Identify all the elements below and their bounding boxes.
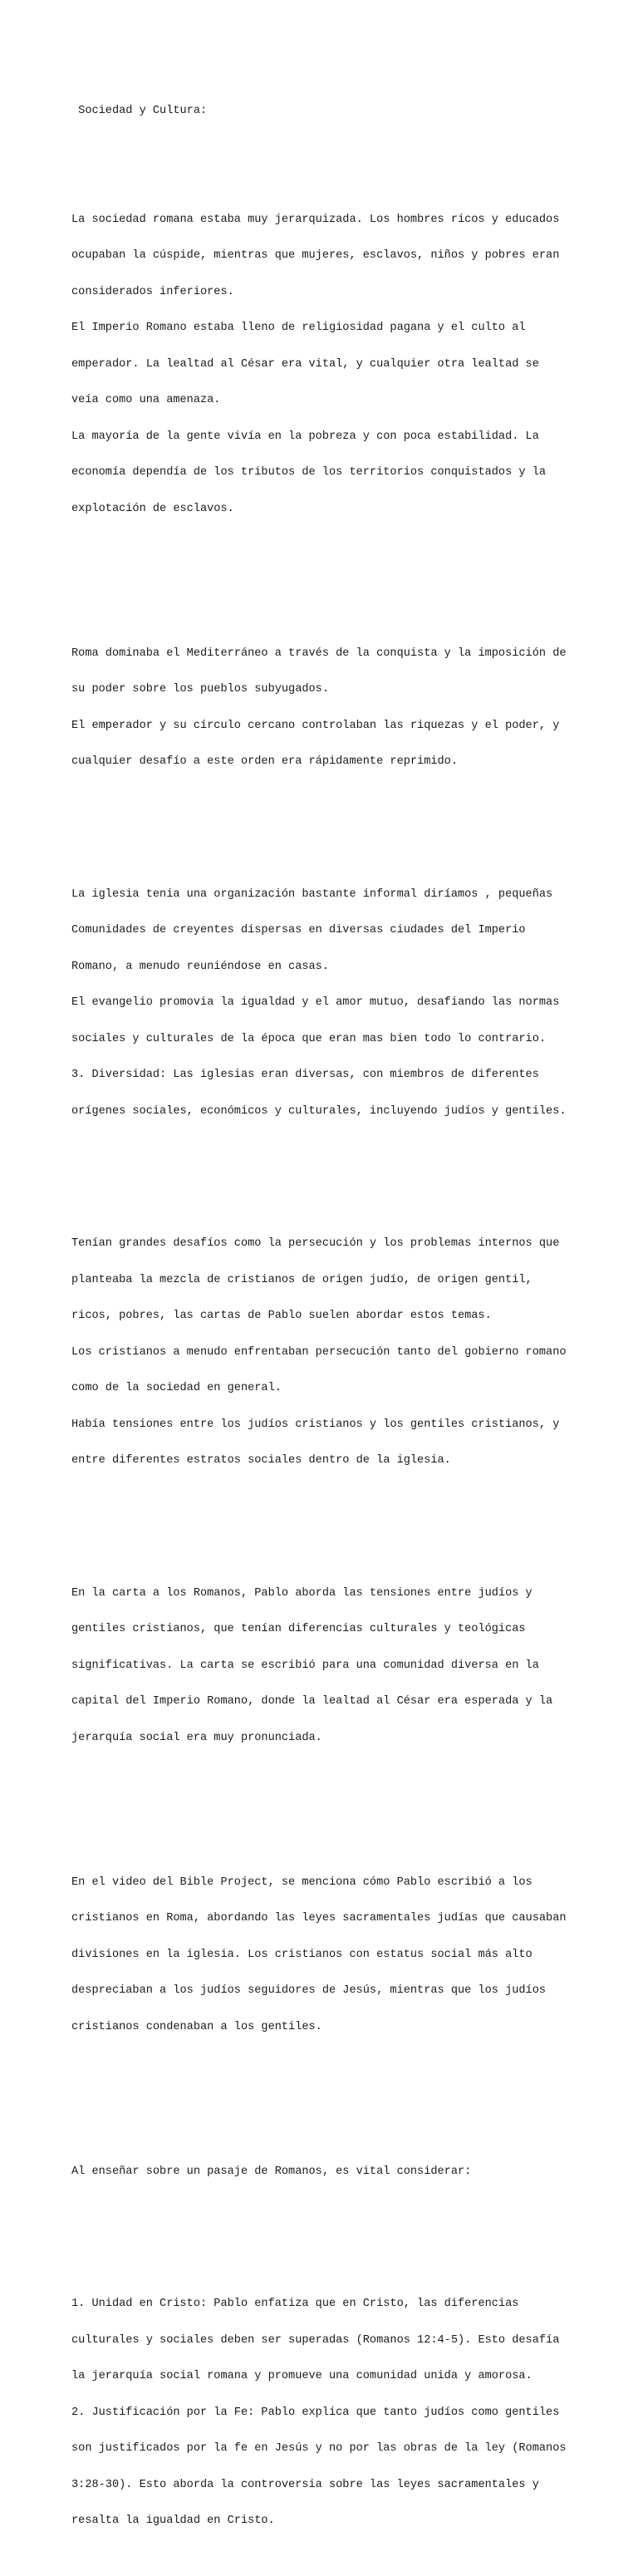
paragraph-gap — [71, 1516, 570, 1528]
text-line: Tenían grandes desafíos como la persecución y los problemas internos que — [71, 1237, 560, 1250]
text-line: Roma dominaba el Mediterráneo a través de la conquista y la imposición de — [71, 646, 567, 660]
text-line: como de la sociedad en general. — [71, 1382, 282, 1394]
paragraph-letter-to-romans — [71, 1564, 570, 1769]
text-line: sociales y culturales de la época que eran mas bien todo lo contrario. — [71, 1032, 547, 1045]
paragraph-church-organization — [71, 865, 570, 1143]
paragraph-gap — [71, 817, 570, 829]
text-line: despreciaban a los judíos seguidores de Jesús, mientras que los judíos — [71, 1984, 547, 1997]
text-line: Los cristianos a menudo enfrentaban persecución tanto del gobierno romano — [71, 1345, 567, 1359]
paragraph-gap — [71, 563, 570, 587]
paragraph-bible-project — [71, 1853, 570, 2058]
text-line: resalta la igualdad en Cristo. — [71, 2515, 275, 2527]
text-line: cristianos en Roma, abordando las leyes sacramentales judías que causaban — [71, 1912, 567, 1925]
paragraph-gap — [71, 1166, 570, 1178]
document-body — [71, 81, 570, 2576]
text-line: cualquier desafío a este orden era rápidamente reprimido. — [71, 755, 458, 768]
paragraph-gap — [71, 2082, 570, 2106]
text-line: El evangelio promovia la igualdad y el amor mutuo, desafiando las normas — [71, 996, 560, 1009]
text-line: considerados inferiores. — [71, 285, 234, 298]
text-line: son justificados por la fe en Jesús y no por las obras de la ley (Romanos — [71, 2442, 567, 2455]
paragraph-teaching-intro — [71, 2142, 570, 2203]
text-line: Al enseñar sobre un pasaje de Romanos, es vital considerar: — [71, 2165, 472, 2178]
text-line: capital del Imperio Romano, donde la lealtad al César era esperada y la — [71, 1695, 553, 1708]
text-line: gentiles cristianos, que tenían diferencias culturales y teológicas — [71, 1623, 526, 1635]
text-line: culturales y sociales deben ser superadas (Romanos 12:4-5). Esto desafía — [71, 2333, 560, 2347]
text-line: Había tensiones entre los judíos cristianos y los gentiles cristianos, y — [71, 1418, 560, 1431]
text-line: su poder sobre los pueblos subyugados. — [71, 683, 329, 696]
text-line: divisiones en la iglesia. Los cristianos con estatus social más alto — [71, 1948, 532, 1961]
text-line: explotación de esclavos. — [71, 502, 234, 515]
text-line: El Imperio Romano estaba lleno de religiosidad pagana y el culto al — [71, 322, 526, 334]
text-line: la jerarquía social romana y promueve una comunidad unida y amorosa. — [71, 2370, 532, 2382]
text-line: economía dependía de los tributos de los territorios conquistados y la — [71, 466, 547, 479]
text-line: veía como una amenaza. — [71, 394, 221, 406]
text-line: 2. Justificación por la Fe: Pablo explica que tanto judíos como gentiles — [71, 2406, 560, 2419]
text-line: planteaba la mezcla de cristianos de origen judío, de origen gentil, — [71, 1273, 532, 1286]
paragraph-gap — [71, 1792, 570, 1816]
text-line: orígenes sociales, económicos y culturales, incluyendo judíos y gentiles. — [71, 1104, 567, 1118]
text-line: Comunidades de creyentes dispersas en diversas ciudades del Imperio — [71, 924, 526, 937]
paragraph-challenges — [71, 1214, 570, 1492]
text-line: La mayoría de la gente vivía en la pobreza y con poca estabilidad. La — [71, 430, 539, 443]
text-line: entre diferentes estratos sociales dentro de la iglesia. — [71, 1454, 451, 1467]
paragraph-teaching-points — [71, 2274, 570, 2552]
paragraph-roman-domination — [71, 624, 570, 793]
text-line: En el video del Bible Project, se menciona cómo Pablo escribió a los — [71, 1875, 532, 1889]
paragraph-roman-society — [71, 190, 570, 540]
section-heading: Sociedad y Cultura: — [71, 105, 208, 117]
paragraph-gap — [71, 142, 570, 155]
text-line: jerarquía social era muy pronunciada. — [71, 1731, 322, 1744]
text-line: ocupaban la cúspide, mientras que mujeres, esclavos, niños y pobres eran — [71, 249, 560, 262]
text-line: La sociedad romana estaba muy jerarquizada. Los hombres ricos y educados — [71, 213, 560, 226]
text-line: La iglesia tenia una organización bastante informal diríamos , pequeñas — [71, 887, 553, 901]
text-line: 3:28-30). Esto aborda la controversia sobre las leyes sacramentales y — [71, 2478, 539, 2491]
paragraph-gap — [71, 2226, 570, 2239]
text-line: emperador. La lealtad al César era vital, y cualquier otra lealtad se — [71, 357, 539, 371]
text-line: cristianos condenaban a los gentiles. — [71, 2020, 322, 2033]
text-line: significativas. La carta se escribió para una comunidad diversa en la — [71, 1659, 539, 1672]
text-line: 3. Diversidad: Las iglesias eran diversas, con miembros de diferentes — [71, 1069, 539, 1081]
text-line: 1. Unidad en Cristo: Pablo enfatiza que en Cristo, las diferencias — [71, 2298, 519, 2310]
text-line: El emperador y su círculo cercano controlaban las riquezas y el poder, y — [71, 719, 560, 732]
text-line: Romano, a menudo reuniéndose en casas. — [71, 960, 329, 973]
text-line: ricos, pobres, las cartas de Pablo suelen abordar estos temas. — [71, 1310, 492, 1322]
text-line: En la carta a los Romanos, Pablo aborda las tensiones entre judíos y — [71, 1586, 532, 1600]
